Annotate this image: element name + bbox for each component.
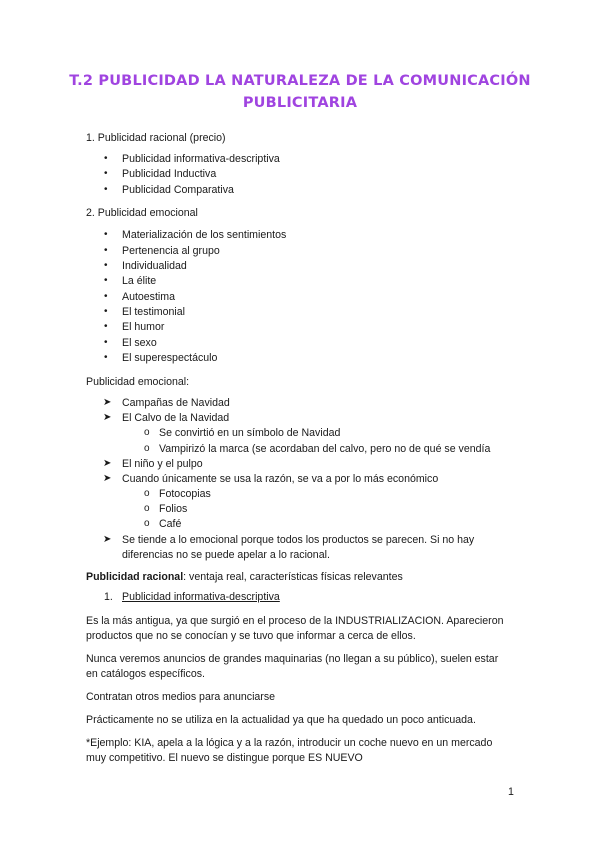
sub-list-item: Vampirizó la marca (se acordaban del calvo, pero no de qué se vendía [159, 443, 491, 455]
list-item: Individualidad [122, 260, 187, 272]
arrow-bullet-icon [103, 411, 111, 425]
paragraph-1-line-2: productos que no se conocían y se tuvo que informar a cerca de ellos. [86, 630, 416, 642]
bullet-icon [104, 259, 108, 273]
arrow-bullet-icon [103, 472, 111, 486]
list-item: El superespectáculo [122, 352, 218, 364]
bullet-icon [104, 244, 108, 258]
racional-label: Publicidad racional [86, 571, 184, 583]
numbered-item-heading: Publicidad informativa-descriptiva [122, 591, 280, 603]
paragraph-5-line-2: muy competitivo. El nuevo se distingue porque ES NUEVO [86, 752, 363, 764]
page-number: 1 [508, 786, 514, 798]
list-item: Pertenencia al grupo [122, 245, 220, 257]
sub-list-item: Fotocopias [159, 488, 211, 500]
list-item: Campañas de Navidad [122, 397, 230, 409]
sub-list-item: Se convirtió en un símbolo de Navidad [159, 427, 341, 439]
bullet-icon [104, 228, 108, 242]
bullet-icon [104, 167, 108, 181]
arrow-bullet-icon [103, 457, 111, 471]
bullet-icon [104, 320, 108, 334]
list-item: Publicidad informativa-descriptiva [122, 153, 280, 165]
sub-list-item: Folios [159, 503, 188, 515]
paragraph-3: Contratan otros medios para anunciarse [86, 691, 276, 703]
circle-bullet-icon [144, 502, 150, 516]
list-item-line-2: diferencias no se puede apelar a lo racional. [122, 549, 330, 561]
bullet-icon [104, 305, 108, 319]
list-item: El testimonial [122, 306, 185, 318]
bullet-icon [104, 274, 108, 288]
page-title [60, 70, 540, 114]
racional-definition [86, 570, 403, 584]
paragraph-4: Prácticamente no se utiliza en la actualidad ya que ha quedado un poco anticuada. [86, 714, 476, 726]
circle-bullet-icon [144, 517, 150, 531]
list-item: Autoestima [122, 291, 175, 303]
heading-racional: 1. Publicidad racional (precio) [86, 132, 226, 144]
title-line-2: PUBLICITARIA [242, 95, 358, 111]
numbered-item-number: 1. [104, 591, 113, 603]
list-item: El Calvo de la Navidad [122, 412, 230, 424]
list-item: Publicidad Inductiva [122, 168, 217, 180]
title-line-1: T.2 PUBLICIDAD LA NATURALEZA DE LA COMUNICACIÓN [69, 73, 531, 89]
list-item-line-1: Se tiende a lo emocional porque todos los productos se parecen. Si no hay [122, 534, 475, 546]
list-item: Cuando únicamente se usa la razón, se va a por lo más económico [122, 473, 439, 485]
list-item: El sexo [122, 337, 157, 349]
sub-list-item: Café [159, 518, 182, 530]
bullet-icon [104, 152, 108, 166]
paragraph-5-line-1: *Ejemplo: KIA, apela a la lógica y a la razón, introducir un coche nuevo en un mercado [86, 737, 493, 749]
bullet-icon [104, 351, 108, 365]
list-item: Materialización de los sentimientos [122, 229, 287, 241]
list-item: El humor [122, 321, 165, 333]
arrow-bullet-icon [103, 396, 111, 410]
list-item: El niño y el pulpo [122, 458, 203, 470]
paragraph-1-line-1: Es la más antigua, ya que surgió en el proceso de la INDUSTRIALIZACION. Aparecieron [86, 615, 504, 627]
circle-bullet-icon [144, 442, 150, 456]
bullet-icon [104, 290, 108, 304]
list-item: La élite [122, 275, 157, 287]
list-item: Publicidad Comparativa [122, 184, 234, 196]
arrow-bullet-icon [103, 533, 111, 547]
paragraph-2-line-2: en catálogos específicos. [86, 668, 205, 680]
circle-bullet-icon [144, 426, 150, 440]
bullet-icon [104, 336, 108, 350]
circle-bullet-icon [144, 487, 150, 501]
paragraph-2-line-1: Nunca veremos anuncios de grandes maquinarias (no llegan a su público), suelen estar [86, 653, 499, 665]
heading-emocional: 2. Publicidad emocional [86, 207, 198, 219]
heading-emocional-2: Publicidad emocional: [86, 376, 190, 388]
bullet-icon [104, 183, 108, 197]
racional-description: : ventaja real, características físicas relevantes [183, 571, 403, 583]
